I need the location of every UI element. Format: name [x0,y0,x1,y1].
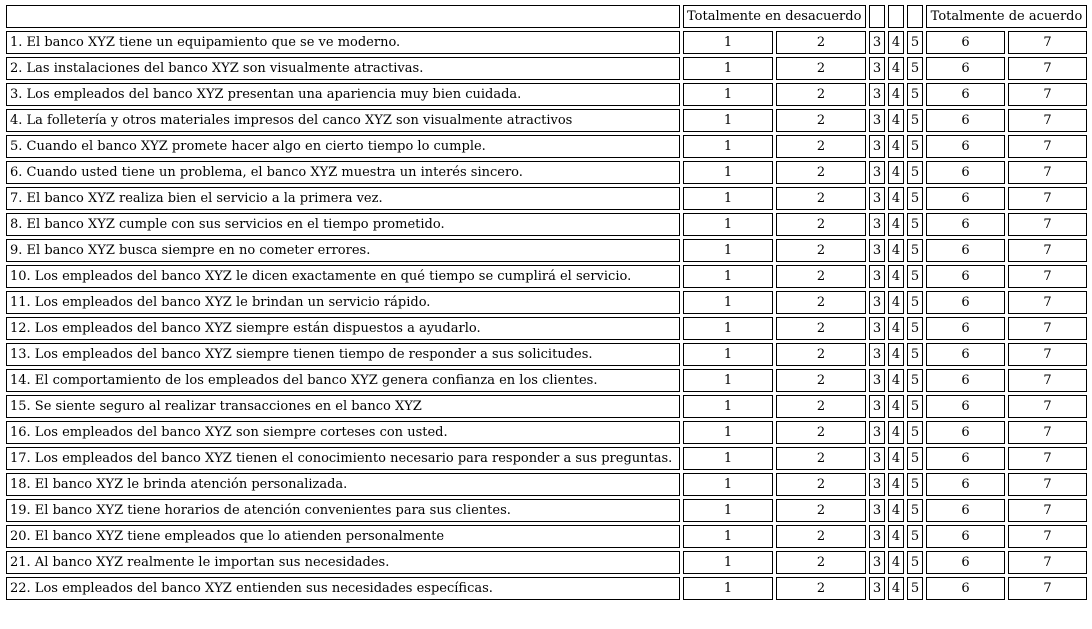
rating-option-7[interactable]: 7 [1008,291,1087,314]
rating-option-7[interactable]: 7 [1008,395,1087,418]
question-text: 6. Cuando usted tiene un problema, el banco XYZ muestra un interés sincero. [6,161,680,184]
rating-option-2[interactable]: 2 [776,265,866,288]
rating-option-2[interactable]: 2 [776,161,866,184]
rating-option-1[interactable]: 1 [683,577,773,600]
rating-option-3[interactable]: 3 [869,343,885,366]
rating-option-2[interactable]: 2 [776,421,866,444]
rating-option-7[interactable]: 7 [1008,343,1087,366]
question-text: 9. El banco XYZ busca siempre en no cometer errores. [6,239,680,262]
question-row [6,213,1087,236]
rating-option-1[interactable]: 1 [683,31,773,54]
rating-option-4[interactable]: 4 [888,109,904,132]
rating-option-5[interactable]: 5 [907,343,923,366]
rating-option-3[interactable]: 3 [869,577,885,600]
rating-option-3[interactable]: 3 [869,57,885,80]
rating-option-2[interactable]: 2 [776,57,866,80]
rating-option-3[interactable]: 3 [869,473,885,496]
rating-option-1[interactable]: 1 [683,395,773,418]
rating-option-4[interactable]: 4 [888,369,904,392]
rating-option-2[interactable]: 2 [776,291,866,314]
rating-option-1[interactable]: 1 [683,187,773,210]
rating-option-5[interactable]: 5 [907,395,923,418]
rating-option-1[interactable]: 1 [683,551,773,574]
rating-option-2[interactable]: 2 [776,551,866,574]
rating-option-4[interactable]: 4 [888,161,904,184]
rating-option-4[interactable]: 4 [888,187,904,210]
rating-option-4[interactable]: 4 [888,57,904,80]
rating-option-3[interactable]: 3 [869,109,885,132]
question-text: 2. Las instalaciones del banco XYZ son visualmente atractivas. [6,57,680,80]
rating-option-3[interactable]: 3 [869,187,885,210]
rating-option-7[interactable]: 7 [1008,187,1087,210]
survey-container [3,2,1090,603]
rating-option-4[interactable]: 4 [888,551,904,574]
rating-option-3[interactable]: 3 [869,239,885,262]
question-text: 7. El banco XYZ realiza bien el servicio a la primera vez. [6,187,680,210]
rating-option-3[interactable]: 3 [869,83,885,106]
rating-option-4[interactable]: 4 [888,31,904,54]
rating-option-2[interactable]: 2 [776,109,866,132]
rating-option-1[interactable]: 1 [683,109,773,132]
question-row [6,265,1087,288]
question-text: 4. La folletería y otros materiales impresos del canco XYZ son visualmente atractivos [6,109,680,132]
question-row [6,291,1087,314]
question-text: 8. El banco XYZ cumple con sus servicios en el tiempo prometido. [6,213,680,236]
rating-option-4[interactable]: 4 [888,343,904,366]
rating-option-7[interactable]: 7 [1008,421,1087,444]
rating-option-6[interactable]: 6 [926,551,1005,574]
question-row [6,187,1087,210]
rating-option-1[interactable]: 1 [683,525,773,548]
question-row [6,161,1087,184]
rating-option-6[interactable]: 6 [926,317,1005,340]
rating-option-7[interactable]: 7 [1008,577,1087,600]
rating-option-7[interactable]: 7 [1008,317,1087,340]
rating-option-2[interactable]: 2 [776,343,866,366]
rating-option-6[interactable]: 6 [926,395,1005,418]
rating-option-3[interactable]: 3 [869,161,885,184]
rating-option-7[interactable]: 7 [1008,499,1087,522]
question-text: 5. Cuando el banco XYZ promete hacer algo en cierto tiempo lo cumple. [6,135,680,158]
rating-option-1[interactable]: 1 [683,161,773,184]
rating-option-4[interactable]: 4 [888,135,904,158]
rating-option-7[interactable]: 7 [1008,525,1087,548]
question-row [6,317,1087,340]
rating-option-4[interactable]: 4 [888,421,904,444]
rating-option-6[interactable]: 6 [926,161,1005,184]
rating-option-5[interactable]: 5 [907,109,923,132]
rating-option-3[interactable]: 3 [869,499,885,522]
rating-option-2[interactable]: 2 [776,83,866,106]
rating-option-3[interactable]: 3 [869,265,885,288]
rating-option-2[interactable]: 2 [776,31,866,54]
rating-option-3[interactable]: 3 [869,213,885,236]
rating-option-6[interactable]: 6 [926,473,1005,496]
rating-option-5[interactable]: 5 [907,369,923,392]
rating-option-2[interactable]: 2 [776,395,866,418]
rating-option-4[interactable]: 4 [888,395,904,418]
rating-option-3[interactable]: 3 [869,135,885,158]
rating-option-1[interactable]: 1 [683,317,773,340]
rating-option-5[interactable]: 5 [907,447,923,470]
rating-option-2[interactable]: 2 [776,213,866,236]
header-agree-label: Totalmente de acuerdo [926,5,1087,28]
header-disagree-label: Totalmente en desacuerdo [683,5,866,28]
rating-option-4[interactable]: 4 [888,447,904,470]
rating-option-5[interactable]: 5 [907,265,923,288]
rating-option-6[interactable]: 6 [926,83,1005,106]
rating-option-5[interactable]: 5 [907,135,923,158]
rating-option-3[interactable]: 3 [869,369,885,392]
rating-option-6[interactable]: 6 [926,135,1005,158]
rating-option-5[interactable]: 5 [907,473,923,496]
rating-option-1[interactable]: 1 [683,421,773,444]
rating-option-4[interactable]: 4 [888,525,904,548]
rating-option-2[interactable]: 2 [776,239,866,262]
rating-option-6[interactable]: 6 [926,577,1005,600]
rating-option-6[interactable]: 6 [926,213,1005,236]
rating-option-6[interactable]: 6 [926,187,1005,210]
rating-option-4[interactable]: 4 [888,473,904,496]
question-row [6,551,1087,574]
rating-option-5[interactable]: 5 [907,317,923,340]
question-row [6,343,1087,366]
rating-option-6[interactable]: 6 [926,525,1005,548]
question-text: 3. Los empleados del banco XYZ presentan una apariencia muy bien cuidada. [6,83,680,106]
rating-option-7[interactable]: 7 [1008,31,1087,54]
question-row [6,421,1087,444]
rating-option-7[interactable]: 7 [1008,369,1087,392]
rating-option-7[interactable]: 7 [1008,109,1087,132]
rating-option-2[interactable]: 2 [776,499,866,522]
rating-option-3[interactable]: 3 [869,525,885,548]
question-row [6,83,1087,106]
question-text: 12. Los empleados del banco XYZ siempre están dispuestos a ayudarlo. [6,317,680,340]
rating-option-2[interactable]: 2 [776,447,866,470]
question-row [6,473,1087,496]
question-row [6,577,1087,600]
rating-option-2[interactable]: 2 [776,187,866,210]
rating-option-2[interactable]: 2 [776,317,866,340]
rating-option-5[interactable]: 5 [907,187,923,210]
question-row [6,239,1087,262]
question-text: 11. Los empleados del banco XYZ le brindan un servicio rápido. [6,291,680,314]
rating-option-1[interactable]: 1 [683,135,773,158]
rating-option-5[interactable]: 5 [907,31,923,54]
question-text: 16. Los empleados del banco XYZ son siempre corteses con usted. [6,421,680,444]
rating-option-5[interactable]: 5 [907,83,923,106]
rating-option-3[interactable]: 3 [869,447,885,470]
rating-option-7[interactable]: 7 [1008,161,1087,184]
rating-option-3[interactable]: 3 [869,291,885,314]
rating-option-1[interactable]: 1 [683,83,773,106]
rating-option-5[interactable]: 5 [907,213,923,236]
rating-option-3[interactable]: 3 [869,551,885,574]
rating-option-1[interactable]: 1 [683,239,773,262]
rating-option-6[interactable]: 6 [926,369,1005,392]
question-text: 17. Los empleados del banco XYZ tienen el conocimiento necesario para responder a sus preguntas. [6,447,680,470]
rating-option-4[interactable]: 4 [888,83,904,106]
rating-option-6[interactable]: 6 [926,31,1005,54]
rating-option-6[interactable]: 6 [926,447,1005,470]
header-blank-5 [907,5,923,28]
rating-option-7[interactable]: 7 [1008,135,1087,158]
rating-option-4[interactable]: 4 [888,213,904,236]
rating-option-6[interactable]: 6 [926,265,1005,288]
question-text: 22. Los empleados del banco XYZ entienden sus necesidades específicas. [6,577,680,600]
question-text: 14. El comportamiento de los empleados del banco XYZ genera confianza en los clientes. [6,369,680,392]
question-row [6,109,1087,132]
rating-option-7[interactable]: 7 [1008,473,1087,496]
rating-option-2[interactable]: 2 [776,577,866,600]
rating-option-1[interactable]: 1 [683,369,773,392]
rating-option-1[interactable]: 1 [683,57,773,80]
rating-option-1[interactable]: 1 [683,473,773,496]
header-blank-cell [6,5,680,28]
rating-option-5[interactable]: 5 [907,551,923,574]
rating-option-7[interactable]: 7 [1008,551,1087,574]
rating-option-5[interactable]: 5 [907,577,923,600]
rating-option-2[interactable]: 2 [776,369,866,392]
header-blank-3 [869,5,885,28]
rating-option-3[interactable]: 3 [869,395,885,418]
rating-option-7[interactable]: 7 [1008,83,1087,106]
question-row [6,31,1087,54]
rating-option-1[interactable]: 1 [683,343,773,366]
question-row [6,57,1087,80]
rating-option-5[interactable]: 5 [907,499,923,522]
header-row [6,5,1087,28]
rating-option-7[interactable]: 7 [1008,213,1087,236]
header-blank-4 [888,5,904,28]
rating-option-7[interactable]: 7 [1008,447,1087,470]
rating-option-4[interactable]: 4 [888,265,904,288]
rating-option-3[interactable]: 3 [869,421,885,444]
question-row [6,135,1087,158]
rating-option-4[interactable]: 4 [888,499,904,522]
rating-option-4[interactable]: 4 [888,577,904,600]
rating-option-5[interactable]: 5 [907,57,923,80]
question-text: 15. Se siente seguro al realizar transacciones en el banco XYZ [6,395,680,418]
rating-option-5[interactable]: 5 [907,525,923,548]
rating-option-3[interactable]: 3 [869,317,885,340]
rating-option-7[interactable]: 7 [1008,239,1087,262]
rating-option-3[interactable]: 3 [869,31,885,54]
rating-option-1[interactable]: 1 [683,265,773,288]
survey-table [3,2,1090,603]
rating-option-1[interactable]: 1 [683,213,773,236]
rating-option-4[interactable]: 4 [888,239,904,262]
rating-option-6[interactable]: 6 [926,57,1005,80]
question-text: 18. El banco XYZ le brinda atención personalizada. [6,473,680,496]
rating-option-5[interactable]: 5 [907,291,923,314]
question-text: 10. Los empleados del banco XYZ le dicen exactamente en qué tiempo se cumplirá el servicio. [6,265,680,288]
question-row [6,525,1087,548]
rating-option-2[interactable]: 2 [776,135,866,158]
rating-option-2[interactable]: 2 [776,525,866,548]
rating-option-6[interactable]: 6 [926,291,1005,314]
question-text: 13. Los empleados del banco XYZ siempre tienen tiempo de responder a sus solicitudes. [6,343,680,366]
question-text: 1. El banco XYZ tiene un equipamiento que se ve moderno. [6,31,680,54]
question-text: 19. El banco XYZ tiene horarios de atención convenientes para sus clientes. [6,499,680,522]
question-row [6,499,1087,522]
rating-option-6[interactable]: 6 [926,499,1005,522]
rating-option-6[interactable]: 6 [926,421,1005,444]
question-row [6,369,1087,392]
rating-option-4[interactable]: 4 [888,317,904,340]
rating-option-5[interactable]: 5 [907,421,923,444]
rating-option-7[interactable]: 7 [1008,57,1087,80]
rating-option-1[interactable]: 1 [683,499,773,522]
rating-option-4[interactable]: 4 [888,291,904,314]
rating-option-6[interactable]: 6 [926,109,1005,132]
rating-option-7[interactable]: 7 [1008,265,1087,288]
rating-option-2[interactable]: 2 [776,473,866,496]
question-text: 21. Al banco XYZ realmente le importan sus necesidades. [6,551,680,574]
rating-option-1[interactable]: 1 [683,447,773,470]
rating-option-5[interactable]: 5 [907,161,923,184]
question-row [6,395,1087,418]
question-row [6,447,1087,470]
rating-option-5[interactable]: 5 [907,239,923,262]
question-text: 20. El banco XYZ tiene empleados que lo atienden personalmente [6,525,680,548]
rating-option-6[interactable]: 6 [926,239,1005,262]
rating-option-1[interactable]: 1 [683,291,773,314]
rating-option-6[interactable]: 6 [926,343,1005,366]
